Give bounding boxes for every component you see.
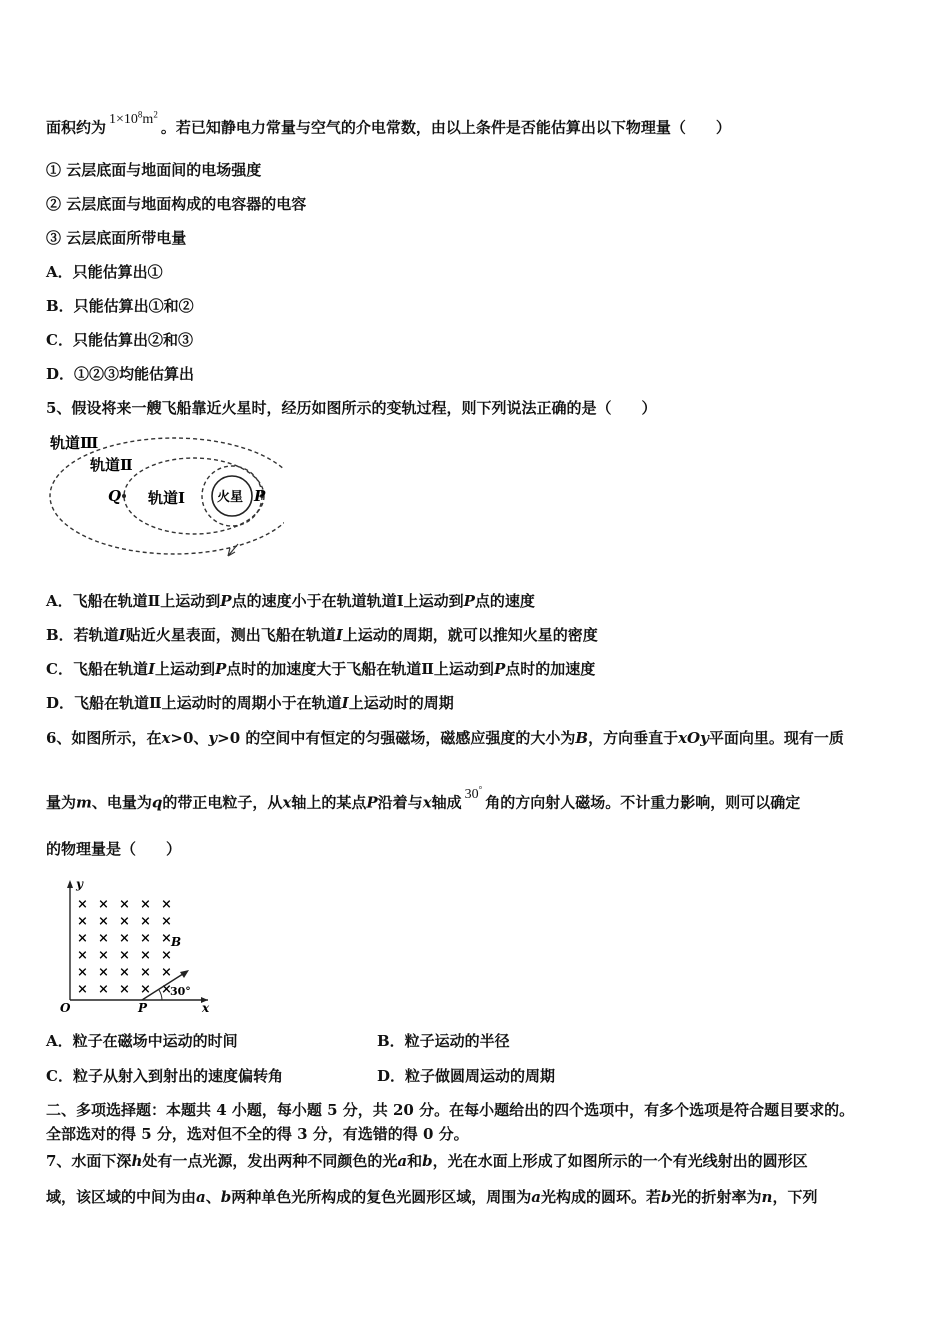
field-cross: ×	[98, 931, 109, 946]
field-cross: ×	[77, 897, 88, 912]
y-label: y	[76, 877, 83, 891]
field-cross: ×	[77, 914, 88, 929]
q4-item-1: ① 云层底面与地面间的电场强度	[46, 161, 262, 179]
field-cross: ×	[161, 897, 172, 912]
field-cross: ×	[140, 982, 151, 997]
x-label: x	[202, 1001, 210, 1014]
point-q-dot	[122, 494, 126, 498]
orbit-2-label: 轨道Ⅱ	[90, 456, 133, 474]
q6-stem-line3: 的物理量是（ ）	[46, 840, 182, 858]
field-cross: ×	[98, 948, 109, 963]
q6-stem-line1: 6、如图所示，在x>0、y>0 的空间中有恒定的匀强磁场，磁感应强度的大小为B，方向垂直于xOy平面向里。现有一质	[46, 729, 844, 747]
field-cross: ×	[119, 931, 130, 946]
q5-option-a[interactable]: A．飞船在轨道Ⅱ上运动到P点的速度小于在轨道轨道Ⅰ上运动到P点的速度	[46, 592, 535, 610]
field-cross: ×	[77, 965, 88, 980]
field-cross: ×	[77, 931, 88, 946]
field-cross: ×	[161, 931, 172, 946]
q4-item-2: ② 云层底面与地面构成的电容器的电容	[46, 195, 307, 213]
field-b-label: B	[171, 935, 182, 949]
point-p-label: P	[254, 487, 266, 505]
q4-option-d[interactable]: D．①②③均能估算出	[46, 365, 195, 383]
q5-stem: 5、假设将来一艘飞船靠近火星时，经历如图所示的变轨过程，则下列说法正确的是（ ）	[46, 399, 657, 417]
q4-intro: 面积约为 $1\times 10^8m^2$。若已知静电力常量与空气的介电常数，由以上条件是否能估算出以下物理量（ ）	[46, 109, 731, 137]
field-cross: ×	[161, 948, 172, 963]
q5-option-c[interactable]: C．飞船在轨道I上运动到P点时的加速度大于飞船在轨道Ⅱ上运动到P点时的加速度	[46, 660, 596, 678]
velocity-arrow-icon	[180, 970, 189, 978]
field-cross: ×	[119, 914, 130, 929]
q6-option-d[interactable]: D．粒子做圆周运动的周期	[377, 1067, 556, 1085]
field-cross: ×	[119, 948, 130, 963]
field-cross: ×	[119, 982, 130, 997]
field-crosses	[77, 897, 172, 997]
orbit-1-label: 轨道Ⅰ	[148, 489, 186, 507]
field-cross: ×	[119, 965, 130, 980]
field-cross: ×	[140, 965, 151, 980]
direction-arrow-icon	[228, 544, 238, 556]
field-cross: ×	[161, 965, 172, 980]
field-cross: ×	[77, 982, 88, 997]
q6-stem-line2: 量为m、电量为q的带正电粒子，从x轴上的某点P沿着与x轴成 30°角的方向射人磁场。不计重力影响，则可以确定	[46, 784, 801, 812]
q6-option-b[interactable]: B．粒子运动的半径	[377, 1032, 510, 1050]
field-cross: ×	[77, 948, 88, 963]
field-cross: ×	[161, 982, 172, 997]
orbit-figure	[44, 428, 284, 568]
field-cross: ×	[140, 897, 151, 912]
section2-line1: 二、多项选择题：本题共 4 小题，每小题 5 分，共 20 分。在每小题给出的四个选项中，有多个选项是符合题目要求的。	[46, 1101, 855, 1119]
angle-30: 30°	[464, 784, 483, 802]
field-cross: ×	[140, 914, 151, 929]
q4-option-a[interactable]: A．只能估算出①	[46, 263, 163, 281]
q5-option-d[interactable]: D．飞船在轨道Ⅱ上运动时的周期小于在轨道I上运动时的周期	[46, 694, 454, 712]
orbit-3-label: 轨道Ⅲ	[50, 434, 99, 452]
q4-option-b[interactable]: B．只能估算出①和②	[46, 297, 194, 315]
area-formula: $1\times 10^8m^2$	[109, 109, 158, 127]
field-cross: ×	[98, 965, 109, 980]
q4-item-3: ③ 云层底面所带电量	[46, 229, 187, 247]
q6-option-c[interactable]: C．粒子从射入到射出的速度偏转角	[46, 1067, 283, 1085]
y-axis-arrow-icon	[67, 880, 73, 888]
q5-option-b[interactable]: B．若轨道I贴近火星表面，测出飞船在轨道I上运动的周期，就可以推知火星的密度	[46, 626, 598, 644]
q6-option-a[interactable]: A．粒子在磁场中运动的时间	[46, 1032, 238, 1050]
mars-label: 火星	[217, 490, 244, 505]
point-q-label: Q	[108, 487, 122, 505]
field-cross: ×	[98, 982, 109, 997]
q4-option-c[interactable]: C．只能估算出②和③	[46, 331, 193, 349]
section2-line2: 全部选对的得 5 分，选对但不全的得 3 分，有选错的得 0 分。	[46, 1125, 469, 1143]
q7-stem-line1: 7、水面下深h处有一点光源，发出两种不同颜色的光a和b，光在水面上形成了如图所示的一个有光线射出的圆形区	[46, 1152, 808, 1170]
magnetic-field-figure	[58, 876, 218, 1014]
field-cross: ×	[140, 948, 151, 963]
field-cross: ×	[161, 914, 172, 929]
origin-label: O	[60, 1001, 71, 1014]
field-cross: ×	[140, 931, 151, 946]
point-p-label: P	[138, 1001, 148, 1014]
field-cross: ×	[98, 897, 109, 912]
q7-stem-line2: 域，该区域的中间为由a、b两种单色光所构成的复色光圆形区域，周围为a光构成的圆环。若b光的折射率为n，下列	[46, 1188, 818, 1206]
field-cross: ×	[98, 914, 109, 929]
field-cross: ×	[119, 897, 130, 912]
angle-label: 30°	[170, 985, 191, 998]
